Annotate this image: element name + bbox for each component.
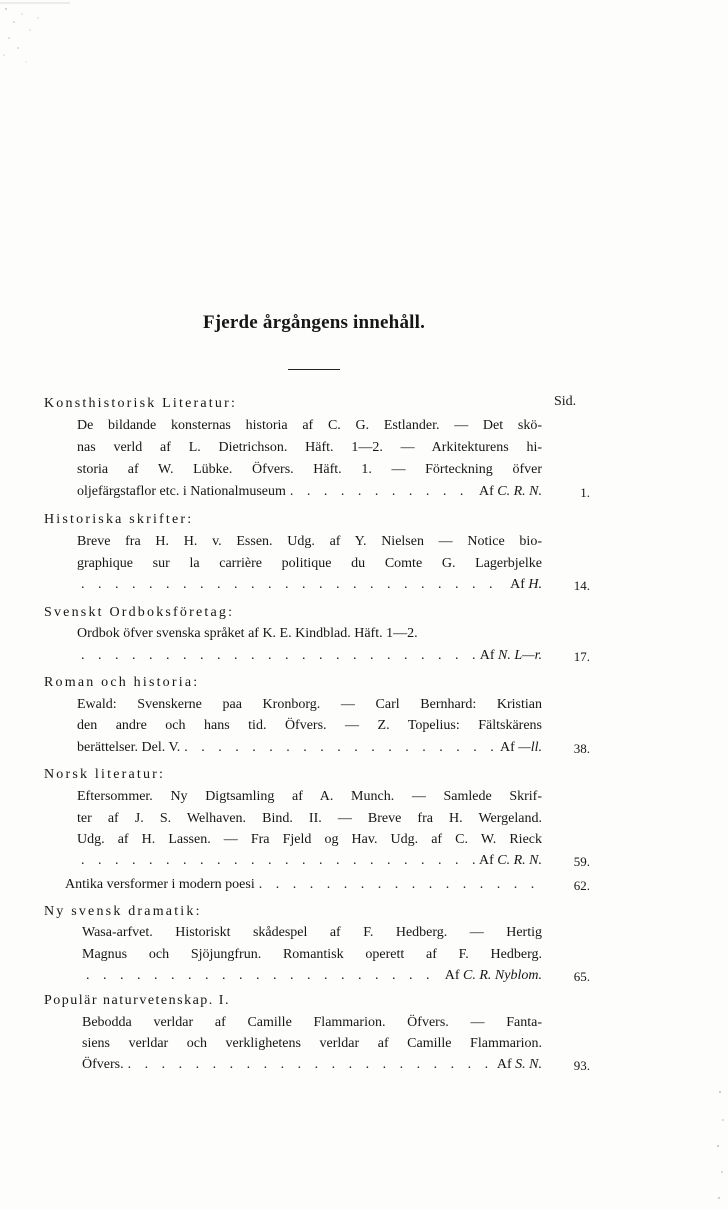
entry-tail (77, 484, 542, 500)
entry-line: den andre och hans tid. Öfvers. — Z. Topelius: Fältskärens (77, 718, 542, 733)
leader-dots (81, 853, 475, 869)
entry-line: Ordbok öfver svenska språket af K. E. Kindblad. Häft. 1—2. (77, 626, 418, 641)
author: S. N. (515, 1057, 542, 1072)
author: C. R. Nyblom. (463, 968, 542, 983)
entry-line: siens verldar och verklighetens verldar af Camille Flammarion. (82, 1036, 542, 1051)
section-heading: Konsthistorisk Literatur: (44, 396, 238, 411)
page-number: 38. (573, 741, 590, 756)
author-prefix: Af (444, 968, 460, 983)
page-number: 59. (573, 854, 590, 869)
entry-tail (82, 968, 542, 984)
page-number: 14. (573, 578, 590, 593)
author: C. R. N. (497, 484, 542, 499)
author: N. L—r. (498, 648, 542, 663)
page-number: 1. (580, 485, 590, 500)
scan-noise-top-left (0, 0, 80, 80)
author-prefix: Af (479, 648, 495, 663)
page-number: 17. (573, 649, 590, 664)
entry-line: nas verld af L. Dietrichson. Häft. 1—2. — Arkitekturens hi- (77, 440, 542, 455)
entry-tail (77, 577, 542, 593)
leader-dots (81, 648, 476, 664)
entry-line: Udg. af H. Lassen. — Fra Fjeld og Hav. Udg. af C. W. Rieck (77, 832, 542, 847)
entry-line: ter af J. S. Welhaven. Bind. II. — Breve fra H. Wergeland. (77, 811, 542, 826)
entry-line: storia af W. Lübke. Öfvers. Häft. 1. — Förteckning öfver (77, 462, 542, 477)
entry-tail (82, 1057, 542, 1073)
author: —ll. (518, 740, 542, 755)
entry-line: graphique sur la carrière politique du Comte G. Lagerbjelke (77, 556, 542, 571)
entry-line: Eftersommer. Ny Digtsamling af A. Munch. — Samlede Skrif- (77, 789, 542, 804)
section-heading: Roman och historia: (44, 675, 200, 690)
leader-dots (86, 968, 441, 984)
author-prefix: Af (499, 740, 515, 755)
entry-tail (77, 740, 542, 756)
leader-dots (259, 877, 538, 893)
entry-tail (77, 648, 542, 664)
entry-line: Magnus och Sjöjungfrun. Romantisk operett af F. Hedberg. (82, 947, 542, 962)
entry-line: De bildande konsternas historia af C. G. Estlander. — Det skö- (77, 418, 542, 433)
page-number: 65. (573, 969, 590, 984)
section-heading: Norsk literatur: (44, 767, 166, 782)
leader-dots (290, 484, 475, 500)
section-heading: Svenskt Ordboksföretag: (44, 605, 235, 620)
entry-tail (65, 877, 542, 893)
scan-noise-right-edge (712, 1080, 728, 1210)
page-column-label: Sid. (554, 394, 577, 409)
entry-line: Ewald: Svenskerne paa Kronborg. — Carl Bernhard: Kristian (77, 697, 542, 712)
entry-tail (77, 853, 542, 869)
entry-line: Wasa-arfvet. Historiskt skådespel af F. Hedberg. — Hertig (82, 925, 542, 940)
entry-line: Öfvers. (82, 1057, 124, 1072)
entry-line: Bebodda verldar af Camille Flammarion. Öfvers. — Fanta- (82, 1015, 542, 1030)
page-number: 62. (573, 878, 590, 893)
author-prefix: Af (478, 484, 494, 499)
page-title: Fjerde årgångens innehåll. (202, 312, 426, 333)
leader-dots (128, 1057, 493, 1073)
section-heading: Ny svensk dramatik: (44, 904, 202, 919)
author-prefix: Af (510, 577, 525, 592)
entry-line: Breve fra H. H. v. Essen. Udg. af Y. Nielsen — Notice bio- (77, 534, 542, 549)
title-divider (288, 369, 340, 370)
entry-line: berättelser. Del. V. (77, 740, 181, 755)
author-prefix: Af (478, 853, 494, 868)
section-heading: Historiska skrifter: (44, 512, 194, 527)
author: H. (528, 577, 542, 592)
section-heading: Populär naturvetenskap. I. (44, 993, 230, 1008)
leader-dots (81, 577, 506, 593)
entry-line: Antika versformer i modern poesi (65, 877, 255, 892)
author: C. R. N. (497, 853, 542, 868)
author-prefix: Af (496, 1057, 512, 1072)
leader-dots (184, 740, 496, 756)
entry-line: oljefärgstaflor etc. i Nationalmuseum (77, 484, 286, 499)
page-number: 93. (573, 1058, 590, 1073)
